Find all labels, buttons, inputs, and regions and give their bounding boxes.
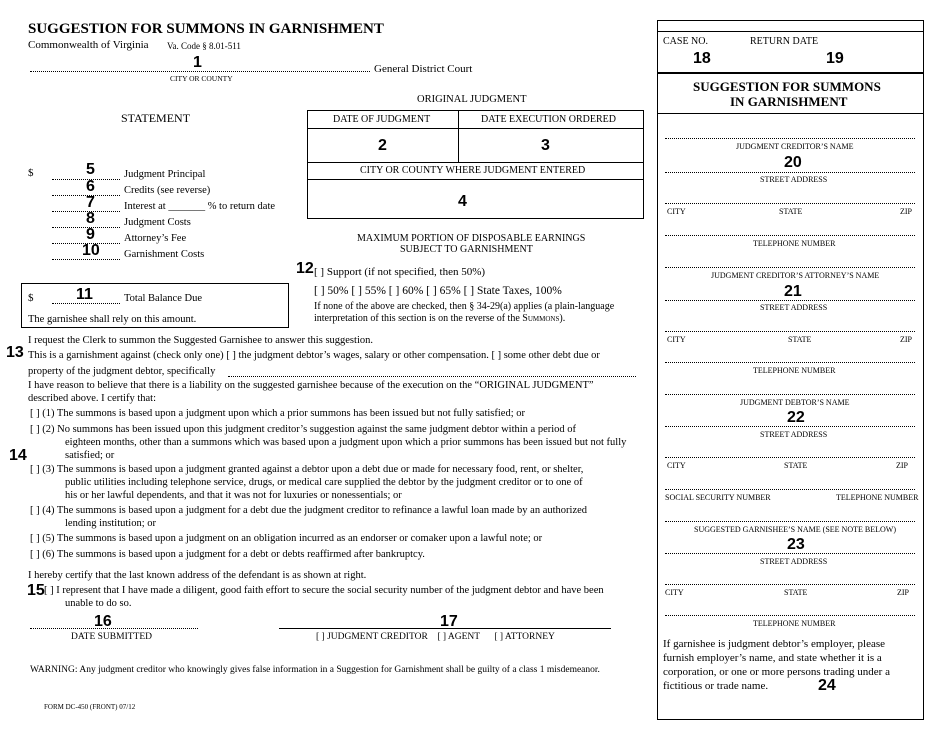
employer-note-line1: If garnishee is judgment debtor’s employer, please [663,638,886,650]
cert-5: [ ] (5) The summons is based upon a judgment on an obligation incurred as an endorser or comaker upon a lawful note; or [30,533,543,544]
debtor-name-label: JUDGMENT DEBTOR’S NAME [740,398,850,407]
attorney-name-field[interactable] [665,267,915,268]
creditor-zip-label: ZIP [900,207,912,216]
attorney-zip-label: ZIP [900,335,912,344]
marker-7[interactable]: 7 [86,194,95,211]
date-execution-label: DATE EXECUTION ORDERED [481,114,616,125]
marker-19[interactable]: 19 [826,50,844,67]
interest-label: Interest at _______ % to return date [124,201,276,212]
signature-line[interactable] [279,628,611,629]
garnishee-telephone-label: TELEPHONE NUMBER [753,619,836,628]
max-portion-line1: MAXIMUM PORTION OF DISPOSABLE EARNINGS [357,233,586,244]
marker-12: 12 [296,260,314,277]
max-note-line2: interpretation of this section is on the reverse of the Summons). [314,313,566,324]
support-checkbox[interactable]: [ ] [314,266,325,278]
marker-20[interactable]: 20 [784,154,802,171]
marker-4[interactable]: 4 [458,193,467,210]
marker-6[interactable]: 6 [86,178,95,195]
attorney-city-label: CITY [667,335,686,344]
marker-10[interactable]: 10 [82,242,100,259]
marker-5[interactable]: 5 [86,161,95,178]
city-judgment-label: CITY OR COUNTY WHERE JUDGMENT ENTERED [360,165,586,176]
debtor-street-label: STREET ADDRESS [760,430,828,439]
ssn-label: SOCIAL SECURITY NUMBER [665,493,771,502]
garnishment-costs-label: Garnishment Costs [124,249,205,260]
date-submitted-label: DATE SUBMITTED [71,632,153,642]
marker-16[interactable]: 16 [94,613,112,630]
debtor-name-field[interactable] [665,394,915,395]
court-city-field[interactable] [30,71,370,72]
attorney-state-label: STATE [788,335,812,344]
total-dollar-sign: $ [28,292,34,304]
cert-2-checkbox[interactable]: [ ] [30,424,40,435]
believe-line2: described above. I certify that: [28,393,156,404]
creditor-state-label: STATE [779,207,803,216]
marker-15: 15 [27,582,45,599]
va-code: Va. Code § 8.01-511 [167,41,241,51]
support-option: [ ] Support (if not specified, then 50%) [314,266,486,278]
cert-1-checkbox[interactable]: [ ] [30,408,40,419]
attorney-name-label: JUDGMENT CREDITOR’S ATTORNEY’S NAME [711,271,880,280]
signer-role: [ ] JUDGMENT CREDITOR [ ] AGENT [ ] ATTORNEY [316,632,555,642]
city-or-county-label: CITY OR COUNTY [170,74,233,83]
attorney-telephone-label: TELEPHONE NUMBER [753,366,836,375]
cert-4-line2: lending institution; or [65,518,156,529]
other-debt-checkbox[interactable]: [ ] [491,350,502,361]
max-note-line1: If none of the above are checked, then § 34-29(a) applies (a plain-language [314,301,615,312]
certify-address: I hereby certify that the last known address of the defendant is as shown at right. [28,570,367,581]
original-judgment-heading: ORIGINAL JUDGMENT [417,94,527,105]
p65-checkbox[interactable]: [ ] [426,285,437,297]
marker-8[interactable]: 8 [86,210,95,227]
attorney-fee-label: Attorney’s Fee [124,233,187,244]
credits-label: Credits (see reverse) [124,185,211,196]
cert-4: [ ] (4) The summons is based upon a judgment for a debt due the judgment creditor to refinance a lawful loan made by an authorized [30,505,588,516]
against-line: This is a garnishment against (check only one) [ ] the judgment debtor’s wages, salary or other compensation. [ ] some other debt due or [28,350,600,361]
creditor-checkbox[interactable]: [ ] [316,632,325,642]
return-date-label: RETURN DATE [750,36,819,47]
cert-3-checkbox[interactable]: [ ] [30,464,40,475]
judgment-principal-label: Judgment Principal [124,169,206,180]
cert-3-line3: his or her lawful dependents, and that it was not for luxuries or nonessentials; or [65,490,402,501]
marker-3[interactable]: 3 [541,137,550,154]
garnishee-city-label: CITY [665,588,684,597]
wages-checkbox[interactable]: [ ] [226,350,236,361]
cert-6-checkbox[interactable]: [ ] [30,549,40,560]
date-of-judgment-label: DATE OF JUDGMENT [333,114,431,125]
cert-1: [ ] (1) The summons is based upon a judgment upon which a prior summons has been issued but not fully satisfied; or [30,408,525,419]
creditor-street-label: STREET ADDRESS [760,175,828,184]
p55-checkbox[interactable]: [ ] [351,285,362,297]
dollar-sign: $ [28,167,34,179]
represent-line1: [ ] I represent that I have made a diligent, good faith effort to secure the social security number of the judgment debtor and have been [44,585,604,596]
p50-checkbox[interactable]: [ ] [314,285,325,297]
creditor-name-field[interactable] [665,138,915,139]
marker-9[interactable]: 9 [86,226,95,243]
panel-title-line1: SUGGESTION FOR SUMMONS [693,79,881,94]
marker-24[interactable]: 24 [818,677,836,694]
marker-1: 1 [193,54,202,71]
attorney-street-label: STREET ADDRESS [760,303,828,312]
garnishee-state-label: STATE [784,588,808,597]
marker-2[interactable]: 2 [378,137,387,154]
marker-17[interactable]: 17 [440,613,458,630]
court-suffix: General District Court [374,63,473,75]
believe-line1: I have reason to believe that there is a liability on the suggested garnishee because of the execution on the “ORIGINAL JUDGMENT” [28,380,594,391]
cert-6: [ ] (6) The summons is based upon a judgment for a debt or debts reaffirmed after bankruptcy. [30,549,425,560]
cert-4-checkbox[interactable]: [ ] [30,505,40,516]
cert-5-checkbox[interactable]: [ ] [30,533,40,544]
warning-text: WARNING: Any judgment creditor who knowingly gives false information in a Suggestion for Garnishment shall be guilty of a class 1 misdemeanor. [30,665,600,675]
marker-22[interactable]: 22 [787,409,805,426]
panel-title-line2: IN GARNISHMENT [730,94,848,109]
marker-23[interactable]: 23 [787,536,805,553]
cert-3: [ ] (3) The summons is based upon a judgment granted against a debtor upon a debt due or made for necessary food, rent, or shelter, [30,464,584,475]
cert-3-line2: public utilities including telephone service, drugs, or medical care supplied the debtor by the judgment creditor or to one of [65,477,583,488]
total-balance-label: Total Balance Due [124,293,202,304]
marker-21[interactable]: 21 [784,283,802,300]
creditor-city-label: CITY [667,207,686,216]
garnishee-name-field[interactable] [665,521,915,522]
max-portion-line2: SUBJECT TO GARNISHMENT [400,244,533,255]
garnishee-name-label: SUGGESTED GARNISHEE’S NAME (SEE NOTE BELOW) [694,525,896,534]
garnishee-street-label: STREET ADDRESS [760,557,828,566]
case-no-label: CASE NO. [663,36,709,47]
creditor-telephone-label: TELEPHONE NUMBER [753,239,836,248]
employer-note-line3: corporation, or one or more persons trading under a [663,666,890,678]
represent-line2: unable to do so. [65,598,132,609]
employer-note-line2: furnish employer’s name, and state whether it is a [663,652,882,664]
judgment-costs-label: Judgment Costs [124,217,191,228]
marker-11[interactable]: 11 [76,286,93,303]
marker-18[interactable]: 18 [693,50,711,67]
commonwealth: Commonwealth of Virginia [28,39,149,51]
rely-note: The garnishee shall rely on this amount. [28,314,197,325]
debtor-city-label: CITY [667,461,686,470]
cert-2-line2: eighteen months, other than a summons which was based upon a judgment upon which a prior summons has been issued but not fully [65,437,627,448]
statement-heading: STATEMENT [121,111,191,125]
debtor-state-label: STATE [784,461,808,470]
p60-checkbox[interactable]: [ ] [388,285,400,297]
request-text: I request the Clerk to summon the Suggested Garnishee to answer this suggestion. [28,335,373,346]
marker-13: 13 [6,344,24,361]
form-id: FORM DC-450 (FRONT) 07/12 [44,703,136,711]
garnishee-zip-label: ZIP [897,588,909,597]
date-submitted-field[interactable] [30,628,198,629]
attorney-checkbox[interactable]: [ ] [494,632,504,642]
percent-options: [ ] 50% [ ] 55% [ ] 60% [ ] 65% [ ] State Taxes, 100% [314,285,562,297]
cert-2-line3: satisfied; or [65,450,115,461]
marker-14: 14 [9,447,27,464]
creditor-name-label: JUDGMENT CREDITOR’S NAME [736,142,854,151]
property-label: property of the judgment debtor, specifically [28,366,216,377]
form-title: SUGGESTION FOR SUMMONS IN GARNISHMENT [28,21,384,37]
cert-2: [ ] (2) No summons has been issued upon this judgment creditor’s suggestion against the same judgment debtor within a period of [30,424,577,435]
debtor-telephone-label: TELEPHONE NUMBER [836,493,919,502]
state-taxes-checkbox[interactable]: [ ] [463,285,475,297]
employer-note-line4: fictitious or trade name. [663,680,769,692]
debtor-zip-label: ZIP [896,461,908,470]
agent-checkbox[interactable]: [ ] [437,632,447,642]
property-field[interactable] [228,376,636,377]
represent-checkbox[interactable]: [ ] [44,585,54,596]
